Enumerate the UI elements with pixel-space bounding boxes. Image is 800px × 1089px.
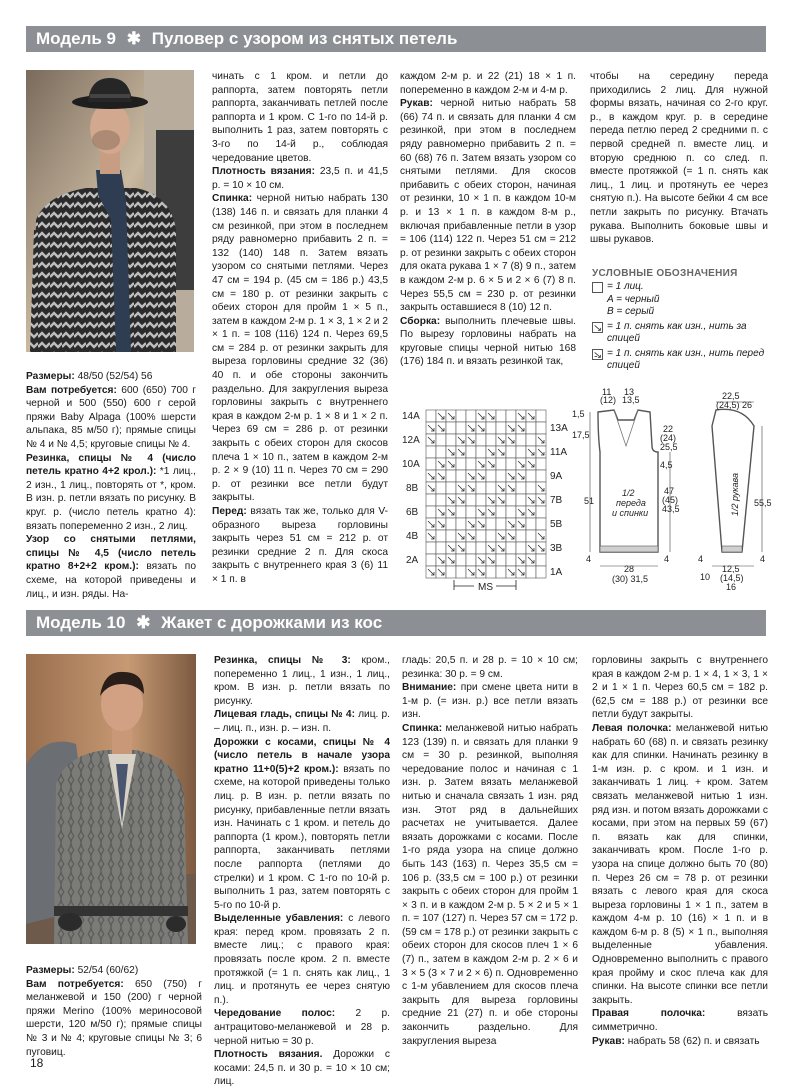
chart-cell — [426, 446, 436, 458]
chart-cell — [466, 410, 476, 422]
chart-grid — [426, 410, 546, 578]
slip-back-symbol-icon — [592, 322, 603, 333]
chart-cell — [506, 458, 516, 470]
body-outline — [598, 410, 658, 552]
chart-cell — [436, 494, 446, 506]
front-label: Перед: — [212, 506, 247, 517]
chart-cell — [516, 482, 526, 494]
pattern-text: вязать по схеме, на которой приведены и лиц., и изн. ряды. На- — [26, 561, 196, 600]
assembly-label: Сборка: — [400, 315, 441, 327]
dim-label: (24,5) 26 — [716, 400, 753, 410]
chart-cell — [446, 518, 456, 530]
star-icon: ✱ — [136, 613, 151, 632]
stripes-text: 2 р. антрацитово-меланжевой и 28 р. черной нитью = 30 р. — [214, 1008, 390, 1047]
dim-label: (45) — [662, 495, 679, 505]
sizes-label: Размеры: — [26, 371, 75, 382]
chart-cell — [476, 434, 486, 446]
chart-cell — [466, 458, 476, 470]
stripes-label: Чередование полос: — [214, 1008, 336, 1020]
slip-front-symbol-icon — [592, 349, 603, 360]
row-label-9a: 9A — [550, 471, 563, 482]
legend-item: B = серый — [607, 306, 655, 317]
dim-label: 10 — [700, 572, 711, 582]
front-text: вязать так же, только для V-образного выреза горловины закрыть через 51 см = 212 р. от резинки средние 2 п. Для скоса закрыть с внутреннего края 3 (6) 11 × 1 п. в — [212, 506, 388, 585]
row-label-5b: 5B — [550, 519, 563, 530]
dim-label: (24) — [660, 433, 677, 443]
dim-label: 13 — [624, 387, 635, 397]
knitting-chart — [400, 404, 580, 596]
paragraph: горловины закрыть с внутреннего края в каждом 2-м р. 1 × 4, 1 × 3, 1 × 2 и 1 × 1 п. Через 60,5 см = 182 р. (62,5 см = 188 р.) от резинки все петли будут закрыты. — [592, 655, 768, 721]
row-label-1a: 1A — [550, 567, 563, 578]
paragraph: гладь: 20,5 п. и 28 р. = 10 × 10 см; резинка: 30 р. = 9 см. — [402, 655, 578, 680]
dim-label: 22 — [663, 424, 674, 434]
legend-item: = 1 п. снять как изн., нить перед спицей — [592, 348, 768, 373]
chart-cell — [426, 506, 436, 518]
left-front-label: Левая полочка: — [592, 722, 672, 734]
chart-cell — [506, 410, 516, 422]
dim-label: 4 — [698, 554, 704, 564]
dim-label: 47 — [664, 486, 675, 496]
right-front-text: вязать симметрично. — [592, 1008, 769, 1034]
density-text: Дорожки с косами: 24,5 п. и 30 р. = 10 × 10 см; лиц. — [214, 1049, 390, 1088]
legend-item: = 1 п. снять как изн., нить за спицей — [592, 321, 768, 346]
chart-cell — [536, 554, 546, 566]
sizes-label: Размеры: — [26, 965, 75, 976]
chart-cell — [486, 470, 496, 482]
chart-cell — [506, 494, 516, 506]
back-label: Спинка: — [212, 193, 253, 205]
chart-cell — [436, 446, 446, 458]
back-text: меланжевой нитью набрать 123 (139) п. и связать для планки 9 см = 30 р. резинкой, выполняя чередование полос и начиная с 1 изн. р. Затем вязать меланжевой нитью и сначала связать 1 изн. ряд изн. Этот ряд в дальнейших расчетах не учитывается. Далее вязать дорожками с косами. После 1-го ряда узора на спице должно быть 143 (163) п. Через 35,5 см = 106 р. (33,5 см = 100 р.) от резинки закрыть с обеих сторон для пройм 1 × 3 п. и в каждом 2-м р. 5 × 2 и 5 × 1 п. = 107 (127) п. Через 57 см = 172 р. (59 см = 178 р.) от резинки закрыть с обеих сторон для скосов плеч 1 × 6 (7) п., затем в каждом 2-м р. 2 × 6 и 3 × 5 (3 × 7 и 2 × 6) п. Одновременно с 1-м убавлением для скосов плеча закрыть для выреза горловины средние 21 (27) п. и обе стороны закончить раздельно. Для закругления выреза — [402, 722, 578, 1047]
chart-cell — [536, 470, 546, 482]
chart-cell — [426, 458, 436, 470]
dim-label: 28 — [624, 564, 635, 574]
dim-label: 16 — [726, 582, 737, 592]
row-label-11a: 11A — [550, 447, 568, 458]
dim-label: 4,5 — [660, 460, 673, 470]
chart-cell — [466, 554, 476, 566]
chart-cell — [456, 506, 466, 518]
chart-cell — [506, 506, 516, 518]
body-label: переда — [616, 498, 646, 508]
row-label-14a: 14A — [402, 411, 420, 422]
chart-cell — [436, 542, 446, 554]
need-text: 650 (750) г меланжевой и 150 (200) г черной пряжи Merino (100% мериносовой шерсти, 120 м/50 г); прямые спицы № 3 и № 4; круговые спицы № 3; 6 пуговиц. — [26, 978, 202, 1058]
chart-cell — [496, 410, 506, 422]
right-front-label: Правая полочка: — [592, 1008, 706, 1020]
dim-label: 17,5 — [572, 430, 590, 440]
chart-cell — [456, 422, 466, 434]
chart-cell — [496, 554, 506, 566]
assembly-text: выполнить плечевые швы. По вырезу горловины набрать на круговые спицы черной нитью 168 (176) 184 п. и вязать резинкой так, — [400, 315, 576, 368]
garment-schema — [566, 386, 774, 598]
back-text: черной нитью набрать 130 (138) 146 п. и связать для планки 4 см резинкой, при этом в последнем ряду равномерно прибавить 2 п. = 132 (140) 148 п. Затем вязать узором со снятыми петлями. Через 47 см = 194 р. (45 см = 186 р.) 43,5 см = 180 р. от резинки закрыть с обеих сторон для пройм 1 × 5 п., затем в каждом 2-м р. 1 × 3, 1 × 2 и 2 × 1 п. = 108 (116) 124 п. Через 69,5 см = 284 р. от резинки закрыть для выреза горловины средние 32 (36) 40 п. и обе стороны закончить раздельно. Для закругления выреза горловины закрыть с внутреннего края в каждом 2-м р. 1 × 8 и 1 × 2 п. Через 69 см = 286 р. от резинки закрыть с обеих сторон для скосов плеча 1 × 10 п., затем в каждом 2-м р. 2 × 9 (10) 11 п. Через 70 см = 290 р. от резинки все петли будут закрыты. — [212, 193, 388, 504]
braid-text: вязать по схеме, на которой приведены только лиц. р. В изн. р. петли вязать по рисунку, прибавленные петли вязать изн. Начинать с 1 кром. и петель до раппорта (1 кром.), повторять петли раппорта, заканчивать петлями после раппорта (петлями до стрелки) и 1 кром. С 1-го по 10-й р. выполнить 1 раз, затем повторять с 5-го по 10-й р. — [214, 763, 390, 911]
model10-header — [26, 610, 766, 636]
dim-label: 12,5 — [722, 564, 740, 574]
model9-col2 — [212, 70, 388, 594]
chart-cell — [456, 470, 466, 482]
sleeve-label: 1/2 рукава — [730, 473, 740, 516]
chart-cell — [526, 422, 536, 434]
chart-cell — [436, 482, 446, 494]
chart-svg — [400, 404, 580, 596]
chart-cell — [526, 518, 536, 530]
sleeve-text: набрать 58 (62) п. и связать — [624, 1035, 760, 1047]
pattern-label: Узор со снятыми петлями, спицы № 4,5 (число петель кратно 8+2+2 кром.): — [26, 534, 196, 573]
chart-cell — [486, 566, 496, 578]
dim-label: 51 — [584, 496, 595, 506]
chart-cell — [516, 494, 526, 506]
chart-cell — [486, 482, 496, 494]
need-label: Вам потребуется: — [26, 978, 124, 990]
dim-label: 22,5 — [722, 391, 740, 401]
legend-item: = 1 лиц. — [592, 281, 768, 294]
chart-cell — [516, 434, 526, 446]
model9-col4 — [590, 70, 768, 262]
chart-cell — [436, 434, 446, 446]
chart-cell — [496, 470, 506, 482]
left-front-text: меланжевой нитью набрать 60 (68) п. и связать резинку как для спинки. Начинать резинку в 1-м изн. р. с кром. и 1 изн. и заканчивать 1 лиц. + кром. Затем связать меланжевой нитью 1 изн. ряд изн. и потом вязать дорожками с косами, при этом на первых 59 (67) п. вязать как для спинки, заканчивать кром. После 1-го р. узора на спице должно быть 70 (80) п. Через 26 см = 78 р. от резинки вязать с левого края для скоса выреза горловины 1 × 1 п., затем в каждом 4-м р. 10 (16) × 1 п. и в каждом 6-м р. 8 (5) × 1 п., выполняя выделенные убавления. Одновременно выполнить с правого края пройму и скос плеча как для спинки. На высоте спинки все петли закрыть. — [592, 722, 769, 1006]
chart-cell — [526, 530, 536, 542]
sleeve-label: Рукав: — [592, 1035, 625, 1047]
chart-cell — [536, 518, 546, 530]
chart-cell — [476, 482, 486, 494]
model9-col3 — [400, 70, 576, 392]
body-label: 1/2 — [622, 488, 635, 498]
chart-cell — [506, 554, 516, 566]
body-rib — [600, 546, 658, 552]
chart-cell — [456, 554, 466, 566]
chart-cell — [466, 494, 476, 506]
model9-photo — [26, 70, 194, 352]
rib-label: Резинка, спицы № 4 (число петель кратно 4+2 крол.): — [26, 452, 196, 478]
face-text: лиц. р. – лиц. п., изн. р. – изн. п. — [214, 709, 390, 734]
legend-title: УСЛОВНЫЕ ОБОЗНАЧЕНИЯ — [592, 268, 738, 279]
chart-cell — [446, 530, 456, 542]
sleeve-rib — [722, 546, 742, 552]
knit-symbol-icon — [592, 282, 603, 293]
star-icon: ✱ — [126, 29, 141, 48]
attention-label: Внимание: — [402, 682, 457, 694]
chart-cell — [536, 422, 546, 434]
row-label-12a: 12A — [402, 435, 420, 446]
page-number: 18 — [30, 1056, 44, 1070]
row-label-10a: 10A — [402, 459, 420, 470]
chart-cell — [486, 422, 496, 434]
chart-cell — [526, 470, 536, 482]
sizes-value: 52/54 (60/62) — [74, 965, 139, 976]
chart-cell — [536, 566, 546, 578]
rib-label: Резинка, спицы № 3: — [214, 655, 351, 666]
need-text: 600 (650) 700 г черной и 500 (550) 600 г серой пряжи Baby Alpaga (100% шерсти альпака, 85 м/50 г); прямые спицы № 4 и № 4,5; круговые спицы № 4. — [26, 384, 196, 450]
dim-label: 25,5 — [660, 442, 678, 452]
chart-cell — [486, 530, 496, 542]
model9-number: Модель 9 — [36, 29, 116, 48]
chart-cell — [456, 566, 466, 578]
back-label: Спинка: — [402, 722, 443, 734]
chart-cell — [426, 410, 436, 422]
chart-cell — [426, 494, 436, 506]
dim-label: 11 — [602, 387, 612, 397]
row-label-13a: 13A — [550, 423, 568, 434]
legend — [592, 268, 768, 373]
chart-cell — [496, 566, 506, 578]
chart-cell — [496, 422, 506, 434]
chart-cell — [506, 542, 516, 554]
row-label-3b: 3B — [550, 543, 563, 554]
model10-col3 — [402, 654, 578, 1050]
model10-col1 — [26, 964, 202, 1058]
chart-cell — [456, 410, 466, 422]
attention-text: при смене цвета нити в 1-м р. (= изн. р.) все петли вязать изн. — [402, 682, 578, 721]
row-label-6b: 6B — [406, 507, 419, 518]
model9-col1 — [26, 370, 196, 600]
dim-label: (14,5) — [720, 573, 744, 583]
sizes-value: 48/50 (52/54) 56 — [74, 371, 153, 382]
chart-cell — [496, 458, 506, 470]
density-label: Плотность вязания. — [214, 1049, 323, 1061]
chart-cell — [466, 542, 476, 554]
sleeve-text: черной нитью набрать 58 (66) 74 п. и связать для планки 4 см резинкой, при этом в последнем ряду равномерно прибавить 2 п. = 60 (68) 76 п. Затем вязать узором со снятыми петлями. Для скосов прибавить с обеих сторон, начиная от резинки, 10 × 1 п. в каждом 10-м р. и 13 × 1 п. в каждом 8-м р., включая прибавленные петли в узор = 106 (114) 122 п. Через 51 см = 212 р. от резинки закрыть с обеих сторон для оката рукава 1 × 7 (8) 9 п., затем в каждом 2-м р. 6 × 5 и 2 × 6 (7) 8 п. Через 55,5 см = 230 р. от резинки закрыть оставшиеся 8 (10) 12 п. — [400, 98, 576, 314]
paragraph: каждом 2-м р. и 22 (21) 18 × 1 п. попеременно в каждом 2-м и 4-м р. — [400, 71, 576, 96]
chart-cell — [476, 530, 486, 542]
chart-cell — [456, 518, 466, 530]
chart-cell — [526, 434, 536, 446]
model10-col4 — [592, 654, 768, 1050]
face-label: Лицевая гладь, спицы № 4: — [214, 709, 355, 721]
chart-cell — [446, 470, 456, 482]
legend-item: A = черный — [607, 293, 660, 305]
dim-label: (12) — [600, 395, 617, 405]
ms-label: MS — [478, 582, 493, 593]
chart-cell — [486, 434, 496, 446]
braid-label: Дорожки с косами, спицы № 4 (число петель в начале узора кратно 11+0(5)+2 кром.): — [214, 736, 390, 775]
paragraph: чтобы на середину переда приходились 2 лиц. Для нужной формы вязать, начиная со 2-го круг. р., в каждом круг. р. в середине переда петлю перед 2 средними п. с первой средней п. вместе лиц. и вторую среднюю п. со след. п. вместе протяжкой (= 1 п. снять как лиц., 1 лиц. и протянуть ее через снятую п.). На высоте бейки 4 см все петли закрыть по рисунку. Втачать рукава. Выполнить боковые швы и швы рукавов. — [590, 71, 768, 246]
body-label: и спинки — [612, 508, 649, 518]
model10-col2 — [214, 654, 390, 1088]
chart-cell — [476, 542, 486, 554]
dim-label: 4 — [664, 554, 670, 564]
dim-label: 55,5 — [754, 498, 772, 508]
dec-text: с левого края: перед кром. провязать 2 п. вместе лиц.; с правого края: провязать после кром. 2 п. вместе протяжкой (= 1 п. снять как лиц., 1 лиц. и протянуть ее через снятую п.). — [214, 913, 390, 1006]
chart-cell — [536, 458, 546, 470]
chart-cell — [526, 566, 536, 578]
chart-cell — [516, 542, 526, 554]
paragraph: чинать с 1 кром. и петли до раппорта, затем повторять петли раппорта, заканчивать петлей после раппорта и 1 кром. С 1-го по 14-й р. выполнить 1 раз, затем повторять с 3-го по 14-й р., соблюдая чередование цветов. — [212, 71, 388, 164]
dec-label: Выделенные убавления: — [214, 913, 344, 925]
row-label-2a: 2A — [406, 555, 419, 566]
dim-label: (30) 31,5 — [612, 574, 649, 584]
model9-header — [26, 26, 766, 52]
chart-cell — [466, 446, 476, 458]
chart-cell — [456, 458, 466, 470]
chart-cell — [536, 410, 546, 422]
row-label-4b: 4B — [406, 531, 419, 542]
chart-cell — [516, 446, 526, 458]
chart-cell — [436, 530, 446, 542]
row-label-8b: 8B — [406, 483, 419, 494]
dim-label: 4 — [760, 554, 766, 564]
dim-label: 43,5 — [662, 504, 680, 514]
sleeve-label: Рукав: — [400, 98, 433, 110]
chart-cell — [476, 494, 486, 506]
chart-cell — [446, 482, 456, 494]
chart-cell — [496, 506, 506, 518]
rib-text: *1 лиц., 2 изн., 1 лиц., повторять от *, кром. В изн. р. петли вязать по рисунку. В круг. р. (число петель кратно 4): вязать попеременно 2 изн., 2 лиц. — [26, 466, 196, 532]
chart-cell — [446, 434, 456, 446]
dim-label: 4 — [586, 554, 592, 564]
chart-cell — [426, 542, 436, 554]
chart-cell — [426, 554, 436, 566]
chart-cell — [516, 530, 526, 542]
row-label-7b: 7B — [550, 495, 563, 506]
density-label: Плотность вязания: — [212, 166, 316, 178]
model10-title: Жакет с дорожками из кос — [161, 613, 383, 632]
model10-photo — [26, 654, 196, 944]
chart-cell — [466, 506, 476, 518]
chart-cell — [486, 518, 496, 530]
chart-cell — [536, 506, 546, 518]
chart-cell — [496, 518, 506, 530]
model10-number: Модель 10 — [36, 613, 126, 632]
chart-cell — [526, 482, 536, 494]
dim-label: 13,5 — [622, 395, 640, 405]
chart-cell — [446, 422, 456, 434]
density-text: 23,5 п. и 41,5 р. = 10 × 10 см. — [212, 166, 389, 191]
chart-cell — [506, 446, 516, 458]
need-label: Вам потребуется: — [26, 384, 117, 396]
model9-title: Пуловер с узором из снятых петель — [151, 29, 458, 48]
rib-text: кром., попеременно 1 лиц., 1 изн., 1 лиц., кром. В изн. р. петли вязать по рисунку. — [214, 655, 390, 707]
dim-label: 1,5 — [572, 409, 585, 419]
chart-cell — [476, 446, 486, 458]
chart-cell — [446, 566, 456, 578]
